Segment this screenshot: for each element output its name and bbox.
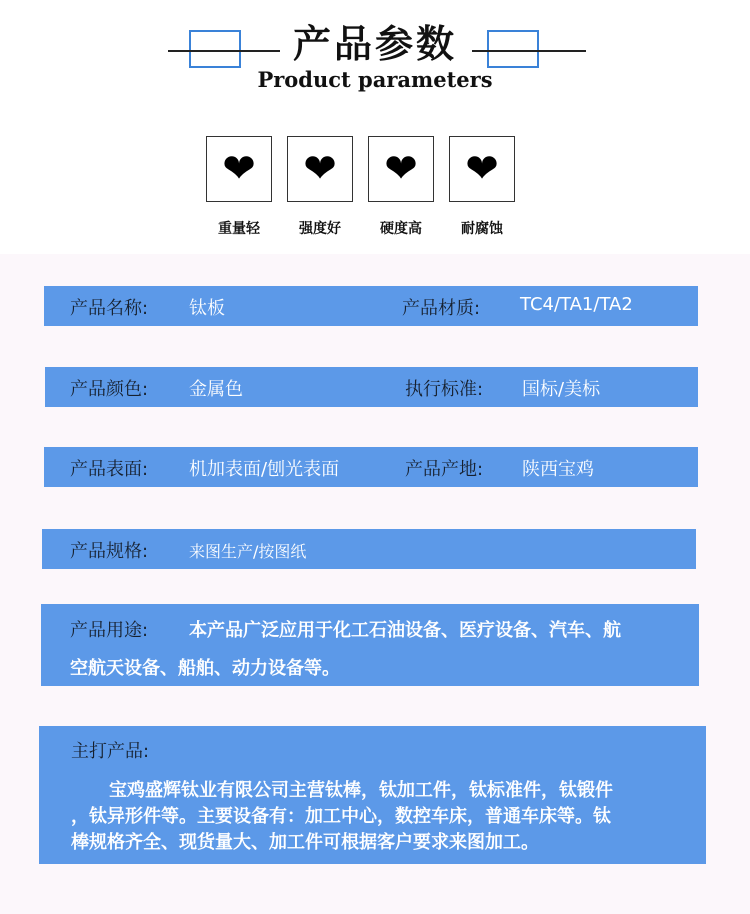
main-products-block	[39, 726, 706, 864]
header-section	[0, 0, 750, 254]
heart-icon: ❤	[465, 146, 499, 192]
main-products-label: 主打产品:	[71, 741, 150, 762]
main-products-line1: 宝鸡盛辉钛业有限公司主营钛棒，钛加工件，钛标准件，钛锻件	[109, 780, 613, 801]
heart-icon: ❤	[222, 146, 256, 192]
heart-icon: ❤	[303, 146, 337, 192]
param-label: 产品用途:	[70, 620, 149, 641]
usage-text-line2: 空航天设备、船舶、动力设备等。	[70, 658, 340, 679]
feature-corrosion	[449, 136, 515, 237]
param-value: TC4/TA1/TA2	[520, 294, 633, 315]
main-products-line3: 棒规格齐全、现货量大、加工件可根据客户要求来图加工。	[71, 832, 539, 853]
param-value: 金属色	[189, 379, 243, 400]
param-label: 执行标准:	[405, 379, 484, 400]
feature-label: 强度好	[299, 221, 341, 237]
main-products-line2: ，钛异形件等。主要设备有：加工中心，数控车床，普通车床等。钛	[71, 806, 611, 827]
param-value: 钛板	[189, 298, 225, 319]
param-label: 产品规格:	[70, 541, 149, 562]
feature-strength	[287, 136, 353, 237]
param-row-usage	[41, 604, 699, 686]
param-row-surface	[44, 447, 698, 487]
param-value: 国标/美标	[522, 379, 601, 400]
usage-text-line1: 本产品广泛应用于化工石油设备、医疗设备、汽车、航	[189, 620, 621, 641]
feature-label: 硬度高	[380, 221, 422, 237]
param-row-name	[44, 286, 698, 326]
param-label: 产品材质:	[402, 298, 481, 319]
param-label: 产品表面:	[70, 459, 149, 480]
feature-lightweight	[206, 136, 272, 237]
heart-icon: ❤	[384, 146, 418, 192]
page-subtitle: Product parameters	[257, 67, 493, 92]
param-value: 陕西宝鸡	[522, 459, 594, 480]
param-row-spec	[42, 529, 696, 569]
param-label: 产品产地:	[405, 459, 484, 480]
page-title: 产品参数	[292, 22, 457, 66]
param-label: 产品颜色:	[70, 379, 149, 400]
param-row-color	[45, 367, 698, 407]
feature-hardness	[368, 136, 434, 237]
feature-label: 重量轻	[218, 221, 260, 237]
feature-label: 耐腐蚀	[461, 221, 503, 237]
param-value: 来图生产/按图纸	[189, 542, 307, 561]
param-label: 产品名称:	[70, 298, 149, 319]
param-value: 机加表面/刨光表面	[189, 459, 340, 480]
